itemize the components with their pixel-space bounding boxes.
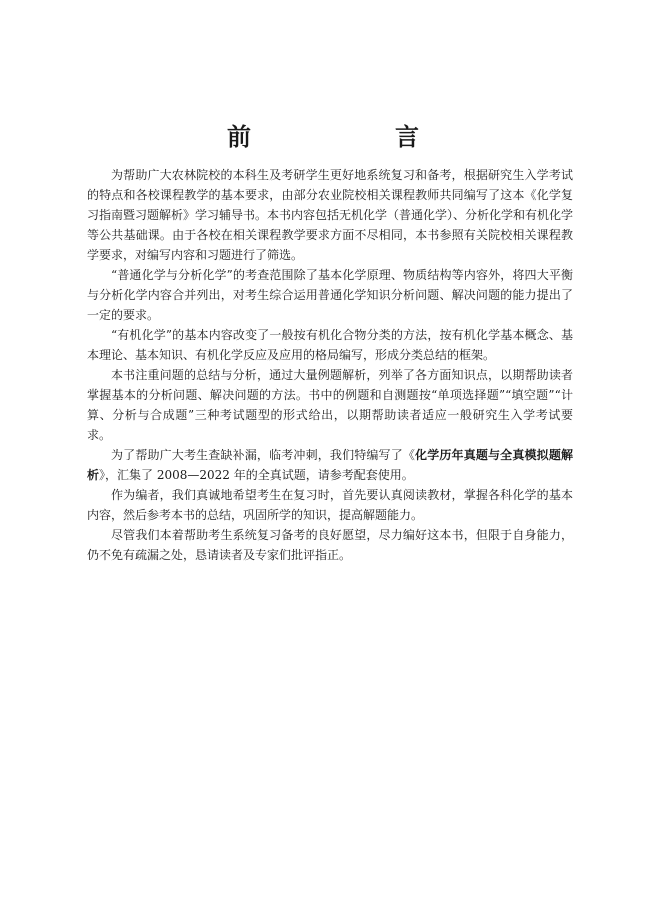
preface-body — [87, 165, 573, 565]
page-title: 前 言 — [227, 122, 479, 151]
paragraph-4: 本书注重问题的总结与分析，通过大量例题解析，列举了各方面知识点，以期帮助读者掌握基本的分析问题、解决问题的方法。书中的例题和自测题按“单项选择题”“填空题”“计算、分析与合成题”三种考试题型的形式给出，以期帮助读者适应一般研究生入学考试要求。 — [87, 368, 573, 442]
paragraph-2: “普通化学与分析化学”的考查范围除了基本化学原理、物质结构等内容外，将四大平衡与分析化学内容合并列出，对考生综合运用普通化学知识分析问题、解决问题的能力提出了一定的要求。 — [87, 268, 573, 322]
paragraph-1: 为帮助广大农林院校的本科生及考研学生更好地系统复习和备考，根据研究生入学考试的特点和各校课程教学的基本要求，由部分农业院校相关课程教师共同编写了这本《化学复习指南暨习题解析》学习辅导书。本书内容包括无机化学（普通化学）、分析化学和有机化学等公共基础课。由于各校在相关课程教学要求方面不尽相同，本书参照有关院校相关课程教学要求，对编写内容和习题进行了筛选。 — [87, 168, 574, 262]
paragraph-3: “有机化学”的基本内容改变了一般按有机化合物分类的方法，按有机化学基本概念、基本理论、基本知识、有机化学反应及应用的格局编写，形成分类总结的框架。 — [87, 328, 573, 362]
paragraph-7: 尽管我们本着帮助考生系统复习备考的良好愿望，尽力编好这本书，但限于自身能力，仍不免有疏漏之处，恳请读者及专家们批评指正。 — [87, 528, 573, 562]
paragraph-5-tail: 》，汇集了 2008—2022 年的全真试题，请参考配套使用。 — [99, 468, 414, 482]
paragraph-5-lead: 为了帮助广大考生查缺补漏，临考冲刺，我们特编写了《 — [111, 448, 416, 462]
paragraph-6: 作为编者，我们真诚地希望考生在复习时，首先要认真阅读教材，掌握各科化学的基本内容，然后参考本书的总结，巩固所学的知识，提高解题能力。 — [87, 488, 573, 522]
paragraph-5 — [87, 445, 573, 485]
book-title-bold: 化学历年真题与全真模拟题解析 — [87, 448, 573, 482]
